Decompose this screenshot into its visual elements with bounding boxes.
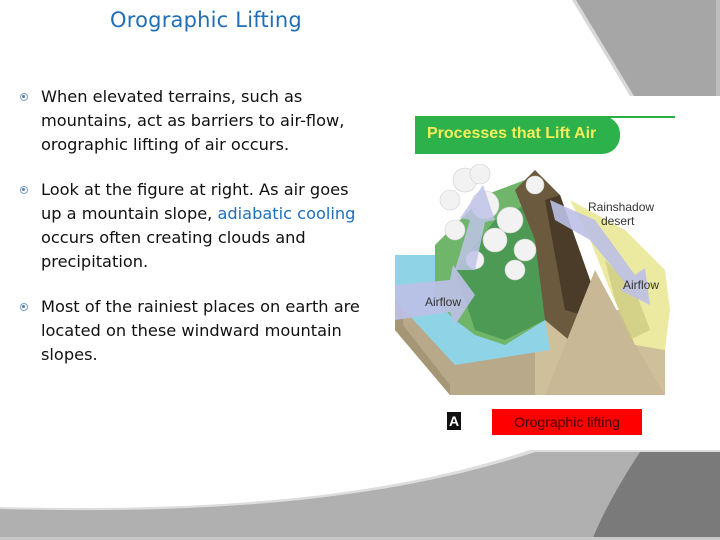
bullet-icon (20, 186, 28, 194)
bullet-text-after: occurs often creating clouds and precipitation. (41, 228, 306, 271)
bullet-text-before: Look at the figure at right. As air goes up a mountain slope, (41, 180, 349, 223)
adiabatic-cooling-highlight: adiabatic cooling (217, 204, 356, 223)
airflow-right-label: Airflow (623, 278, 660, 292)
bullet-text: Most of the rainiest places on earth are located on these windward mountain slopes. (41, 297, 360, 364)
figure-header-tab (415, 116, 620, 154)
figure-caption: Orographic lifting (492, 409, 642, 435)
bullet-item (18, 178, 363, 274)
panel-letter-badge: A (448, 413, 460, 429)
airflow-left-label: Airflow (425, 295, 462, 309)
slide-title: Orographic Lifting (110, 8, 302, 32)
bullet-list (18, 85, 363, 388)
bullet-item (18, 295, 363, 367)
bullet-item (18, 85, 363, 157)
figure-header-label: Processes that Lift Air (427, 125, 597, 142)
rainshadow-label-line2: desert (601, 214, 635, 228)
bullet-text: When elevated terrains, such as mountains, act as barriers to air-flow, orographic lifting of air occurs. (41, 87, 345, 154)
bullet-icon (20, 303, 28, 311)
bullet-icon (20, 93, 28, 101)
rainshadow-label-line1: Rainshadow (588, 200, 655, 214)
orographic-lifting-figure (395, 112, 675, 442)
